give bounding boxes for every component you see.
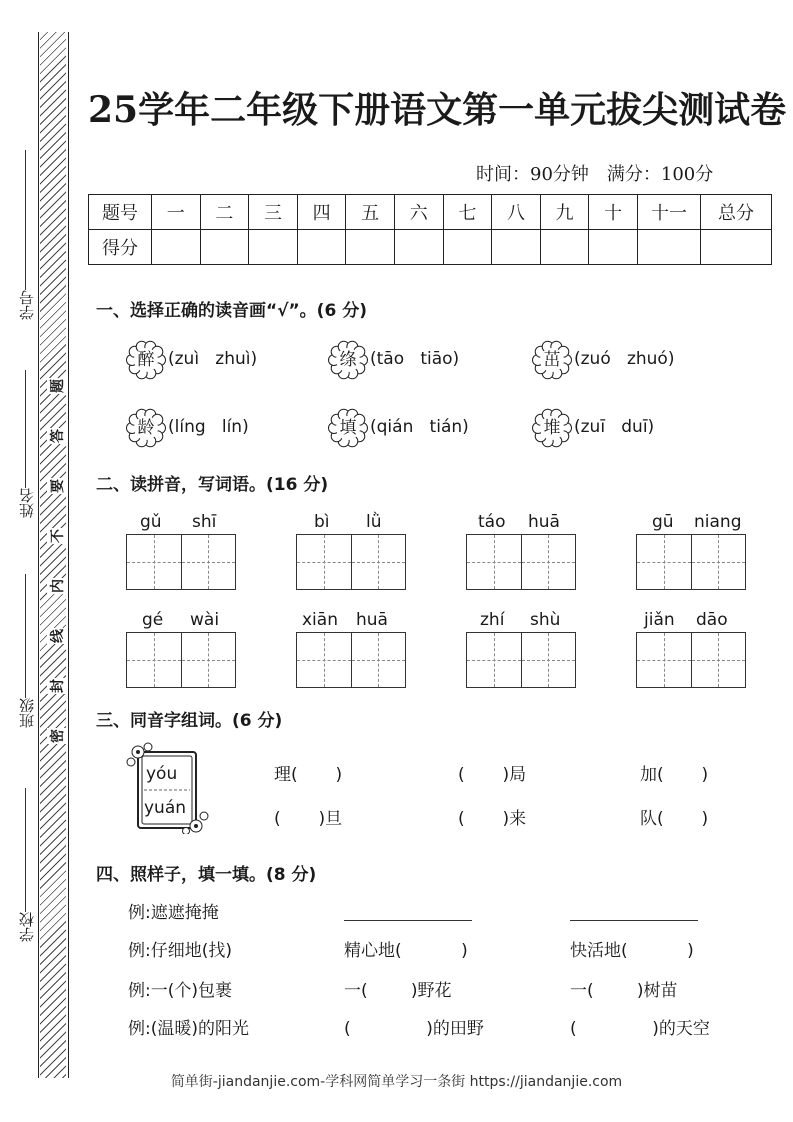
score-header-cell: 二: [200, 195, 249, 230]
class-label: 班级: [17, 698, 36, 728]
example-text: 例:(温暖)的阳光: [128, 1019, 249, 1039]
grid-pinyin: táo: [478, 512, 506, 532]
score-header-cell: 十一: [638, 195, 701, 230]
example-text: 例:仔细地(找): [128, 941, 232, 961]
fill-blank[interactable]: ( )的田野: [344, 1019, 484, 1039]
score-cell[interactable]: [701, 230, 772, 265]
answer-line[interactable]: [344, 920, 472, 921]
exam-meta: [476, 160, 731, 186]
seal-warning-text: [46, 376, 68, 746]
fill-blank[interactable]: 精心地( ): [344, 941, 468, 961]
score-cell[interactable]: [249, 230, 298, 265]
homophone-card: [126, 742, 210, 834]
school-label: 学校: [17, 912, 36, 942]
score-header-cell: 总分: [701, 195, 772, 230]
writing-grid[interactable]: [466, 534, 576, 590]
section3-heading: 三、同音字组词。(6 分): [96, 711, 283, 731]
grid-pinyin: dāo: [696, 610, 728, 630]
seal-char: 答: [47, 428, 67, 444]
homophone-blank[interactable]: ( )来: [458, 809, 527, 829]
homophone-blank[interactable]: ( )旦: [274, 809, 343, 829]
flower-char-badge: [126, 340, 166, 380]
score-header-cell: 十: [589, 195, 638, 230]
score-cell[interactable]: [443, 230, 492, 265]
school-field[interactable]: [8, 788, 44, 942]
score-header-cell: 四: [297, 195, 346, 230]
homophone-blank[interactable]: 理( ): [274, 765, 343, 785]
section1-heading: 一、选择正确的读音画“√”。(6 分): [96, 301, 367, 321]
grid-pinyin: huā: [528, 512, 560, 532]
grid-pinyin: wài: [190, 610, 220, 630]
score-header-cell: 题号: [89, 195, 152, 230]
flower-char: 茁: [543, 350, 561, 370]
page-title: 25学年二年级下册语文第一单元拔尖测试卷: [88, 89, 787, 131]
student-name-field[interactable]: [8, 370, 44, 518]
section4-heading: 四、照样子，填一填。(8 分): [96, 865, 317, 885]
score-table-header-row: [89, 195, 772, 230]
card-frame-decoration: [126, 742, 210, 834]
exam-time: 时间：90分钟: [476, 164, 589, 185]
grid-pinyin: shī: [192, 512, 217, 532]
flower-char: 填: [339, 418, 357, 438]
flower-char-badge: [328, 340, 368, 380]
writing-grid[interactable]: [636, 534, 746, 590]
flower-char-badge: [532, 340, 572, 380]
card-pinyin-top: yóu: [146, 764, 178, 784]
seal-char: 内: [47, 578, 67, 594]
score-header-cell: 九: [540, 195, 589, 230]
fill-blank[interactable]: 一( )野花: [344, 981, 452, 1001]
seal-char: 线: [47, 628, 67, 644]
student-number-label: 学号: [17, 290, 36, 320]
flower-char: 堆: [543, 418, 561, 438]
flower-char: 醉: [137, 350, 155, 370]
score-row-label: 得分: [89, 230, 152, 265]
score-cell[interactable]: [297, 230, 346, 265]
grid-pinyin: gé: [142, 610, 164, 630]
score-header-cell: 六: [394, 195, 443, 230]
score-cell[interactable]: [638, 230, 701, 265]
grid-pinyin: bì: [314, 512, 330, 532]
grid-pinyin: jiǎn: [644, 610, 675, 630]
footer-watermark: 简单街-jiandanjie.com-学科网简单学习一条街 https://jiandanjie.com: [170, 1074, 623, 1090]
student-name-label: 姓名: [17, 488, 36, 518]
flower-char-badge: [126, 408, 166, 448]
flower-char-badge: [328, 408, 368, 448]
fill-blank[interactable]: ( )的天空: [570, 1019, 710, 1039]
score-cell[interactable]: [492, 230, 541, 265]
score-table: [88, 194, 772, 265]
exam-full-score: 满分：100分: [606, 164, 714, 185]
pinyin-choice[interactable]: (líng lín): [168, 417, 249, 437]
score-cell[interactable]: [589, 230, 638, 265]
seal-char: 封: [47, 678, 67, 694]
seal-char: 密: [47, 728, 67, 744]
homophone-blank[interactable]: ( )局: [458, 765, 527, 785]
class-field[interactable]: [8, 574, 44, 728]
seal-char: 题: [47, 378, 67, 394]
writing-grid[interactable]: [126, 534, 236, 590]
writing-grid[interactable]: [466, 632, 576, 688]
score-header-cell: 七: [443, 195, 492, 230]
grid-pinyin: zhí: [480, 610, 505, 630]
score-cell[interactable]: [346, 230, 395, 265]
grid-pinyin: niang: [694, 512, 742, 532]
example-text: 例:遮遮掩掩: [128, 903, 219, 923]
pinyin-choice[interactable]: (zuì zhuì): [168, 349, 258, 369]
score-cell[interactable]: [540, 230, 589, 265]
score-cell[interactable]: [394, 230, 443, 265]
pinyin-choice[interactable]: (zuó zhuó): [574, 349, 675, 369]
grid-pinyin: gǔ: [140, 512, 162, 532]
grid-pinyin: huā: [356, 610, 388, 630]
writing-grid[interactable]: [296, 632, 406, 688]
grid-pinyin: gū: [652, 512, 674, 532]
score-header-cell: 三: [249, 195, 298, 230]
student-number-field[interactable]: [8, 150, 44, 320]
score-cell[interactable]: [200, 230, 249, 265]
writing-grid[interactable]: [126, 632, 236, 688]
homophone-blank[interactable]: 队( ): [640, 809, 709, 829]
score-header-cell: 八: [492, 195, 541, 230]
score-header-cell: 一: [152, 195, 201, 230]
example-text: 例:一(个)包裹: [128, 981, 232, 1001]
section2-heading: 二、读拼音，写词语。(16 分): [96, 475, 329, 495]
homophone-blank[interactable]: 加( ): [640, 765, 709, 785]
seal-char: 不: [47, 528, 67, 544]
binding-line-inner: [68, 32, 69, 1078]
pinyin-choice[interactable]: (zuī duī): [574, 417, 655, 437]
score-cell[interactable]: [152, 230, 201, 265]
answer-line[interactable]: [570, 920, 698, 921]
fill-blank[interactable]: 一( )树苗: [570, 981, 678, 1001]
flower-char: 绦: [339, 350, 357, 370]
flower-char-badge: [532, 408, 572, 448]
grid-pinyin: shù: [530, 610, 561, 630]
score-header-cell: 五: [346, 195, 395, 230]
pinyin-choice[interactable]: (tāo tiāo): [370, 349, 460, 369]
writing-grid[interactable]: [636, 632, 746, 688]
pinyin-choice[interactable]: (qián tián): [370, 417, 469, 437]
flower-char: 龄: [137, 418, 155, 438]
score-table-score-row: [89, 230, 772, 265]
grid-pinyin: xiān: [302, 610, 338, 630]
card-pinyin-bottom: yuán: [144, 798, 187, 818]
writing-grid[interactable]: [296, 534, 406, 590]
fill-blank[interactable]: 快活地( ): [570, 941, 694, 961]
seal-char: 要: [47, 478, 67, 494]
grid-pinyin: lǜ: [366, 512, 382, 532]
